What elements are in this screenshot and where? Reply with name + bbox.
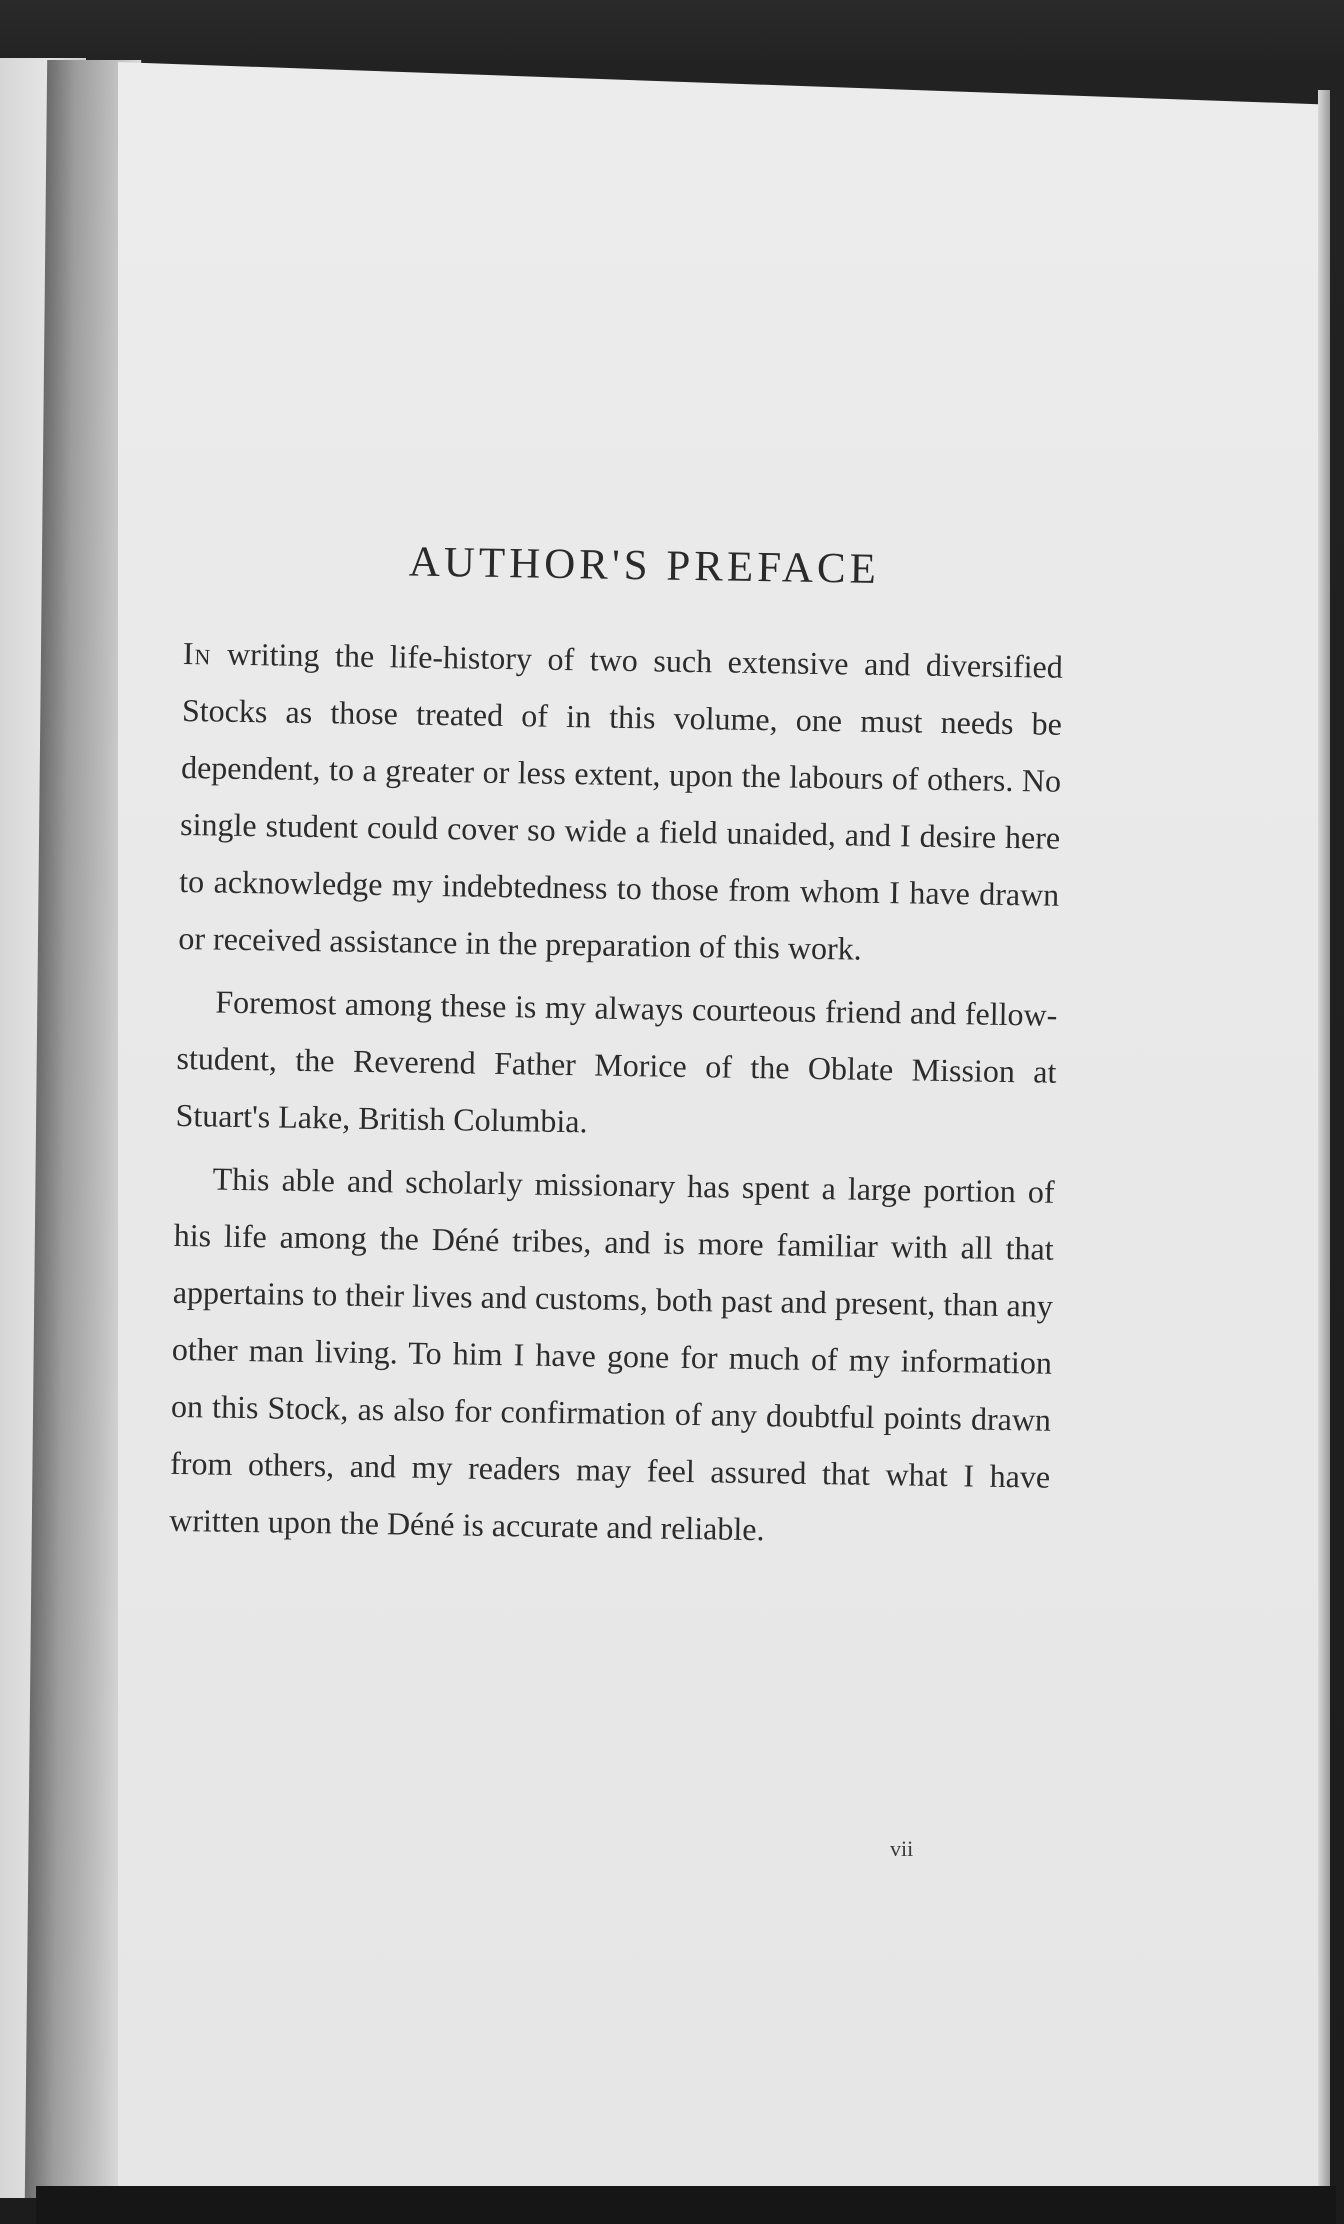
scan-bottom-edge [36, 2186, 1336, 2224]
paragraph-1 [178, 625, 1063, 981]
page-title: AUTHOR'S PREFACE [408, 538, 881, 593]
page-number: vii [890, 1836, 914, 1861]
paragraph-2: Foremost among these is my always courteous friend and fellow-student, the Reverend Father Morice of the Oblate Mission at Stuart's Lake, British Columbia. [175, 983, 1058, 1140]
paragraph-1-text: writing the life-history of two such extensive and diversified Stocks as those treated of in this volume, one must needs be dependent, to a greater or less extent, upon the labours of others. No single student could cover so wide a field unaided, and I desire here to acknowledge my indebtedness to those from whom I have drawn or received assistance in the preparation of this work. [178, 635, 1064, 967]
page-edge [1318, 90, 1330, 2190]
page-text-block [169, 520, 1065, 1569]
drop-lead-word: In [182, 634, 212, 672]
paragraph-3: This able and scholarly missionary has spent a large portion of his life among the Déné tribes, and is more familiar with all that appertains to their lives and customs, both past and present, than any other man living. To him I have gone for much of my information on this Stock, as also for confirmation of any doubtful points drawn from others, and my readers may feel assured that what I have written upon the Déné is accurate and reliable. [169, 1160, 1055, 1548]
